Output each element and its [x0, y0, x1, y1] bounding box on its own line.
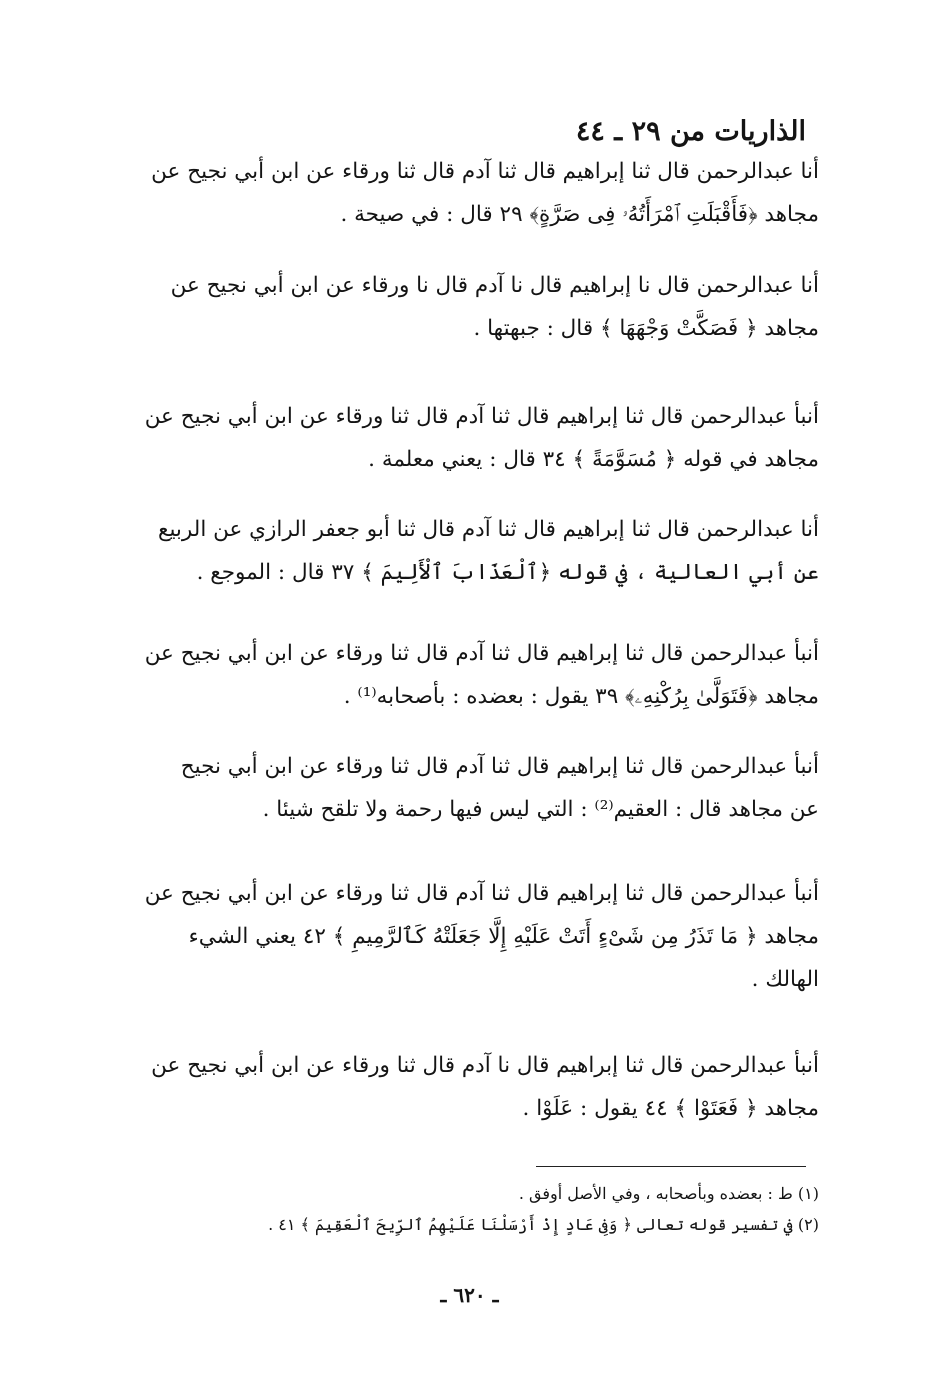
paragraph-line: مجاهد في قوله ﴿ مُسَوَّمَةً ﴾ ٣٤ قال : يعني معلمة . — [368, 447, 819, 472]
hadith-paragraph-7 — [119, 872, 819, 1001]
paragraph-line: مجاهد ﴿ مَا تَذَرُ مِن شَىْءٍ أَتَتْ عَلَيْهِ إِلَّا جَعَلَتْهُ كَٱلرَّمِيمِ ﴾ ٤٢ يعني الشيء — [188, 924, 819, 949]
paragraph-line: مجاهد ﴿فَتَوَلَّىٰ بِرُكْنِهِۦ﴾ ٣٩ يقول : بعضده : بأصحابه⁽¹⁾ . — [343, 684, 819, 709]
footnote-divider — [536, 1166, 806, 1167]
hadith-paragraph-4 — [119, 508, 819, 594]
paragraph-line: أنبأ عبدالرحمن قال ثنا إبراهيم قال ثنا آدم قال ثنا ورقاء عن ابن أبي نجيح — [180, 754, 819, 779]
page-number: ـ ٦٢٠ ـ — [440, 1283, 499, 1307]
paragraph-line: الهالك . — [751, 967, 819, 992]
hadith-paragraph-2 — [119, 264, 819, 350]
paragraph-line: مجاهد ﴿ فَعَتَوْا ﴾ ٤٤ يقول : عَلَوْا . — [522, 1096, 819, 1121]
paragraph-line: أنا عبدالرحمن قال ثنا إبراهيم قال ثنا آدم قال ثنا أبو جعفر الرازي عن الربيع — [158, 517, 819, 542]
footnote-1: (١) ط : بعضده وبأصحابه ، وفي الأصل أوفق . — [518, 1184, 819, 1203]
paragraph-line: عن أبي العالية ، في قوله ﴿ٱلْعَذَابَ ٱلْأَلِيمَ ﴾ ٣٧ قال : الموجع . — [196, 560, 819, 585]
paragraph-line: عن مجاهد قال : العقيم⁽²⁾ : التي ليس فيها رحمة ولا تلقح شيئا . — [262, 797, 819, 822]
hadith-paragraph-5 — [119, 632, 819, 718]
hadith-paragraph-8 — [119, 1044, 819, 1130]
hadith-paragraph-1 — [119, 150, 819, 236]
paragraph-line: أنبأ عبدالرحمن قال ثنا إبراهيم قال ثنا آدم قال ثنا ورقاء عن ابن أبي نجيح عن — [144, 641, 819, 666]
hadith-paragraph-3 — [119, 395, 819, 481]
paragraph-line: أنا عبدالرحمن قال نا إبراهيم قال نا آدم قال نا ورقاء عن ابن أبي نجيح عن — [170, 273, 819, 298]
page-title: الذاريات من ٢٩ ـ ٤٤ — [575, 116, 806, 147]
paragraph-line: أنا عبدالرحمن قال ثنا إبراهيم قال ثنا آدم قال ثنا ورقاء عن ابن أبي نجيح عن — [151, 159, 819, 184]
hadith-paragraph-6 — [119, 745, 819, 831]
paragraph-line: أنبأ عبدالرحمن قال ثنا إبراهيم قال ثنا آدم قال ثنا ورقاء عن ابن أبي نجيح عن — [144, 404, 819, 429]
paragraph-line: مجاهد ﴿فَأَقْبَلَتِ ٱمْرَأَتُهُۥ فِى صَرَّةٍ﴾ ٢٩ قال : في صيحة . — [340, 202, 819, 227]
footnote-2: (٢) في تفسير قوله تعالى ﴿ وَفِى عَادٍ إِذْ أَرْسَلْنَا عَلَيْهِمُ ٱلرِّيحَ ٱلْعَقِيمَ ﴾ ٤١ . — [268, 1215, 819, 1234]
footnotes — [119, 1178, 819, 1240]
paragraph-line: مجاهد ﴿ فَصَكَّتْ وَجْهَهَا ﴾ قال : جبهتها . — [473, 316, 819, 341]
paragraph-line: أنبأ عبدالرحمن قال ثنا إبراهيم قال نا آدم قال ثنا ورقاء عن ابن أبي نجيح عن — [151, 1053, 819, 1078]
paragraph-line: أنبأ عبدالرحمن قال ثنا إبراهيم قال ثنا آدم قال ثنا ورقاء عن ابن أبي نجيح عن — [144, 881, 819, 906]
